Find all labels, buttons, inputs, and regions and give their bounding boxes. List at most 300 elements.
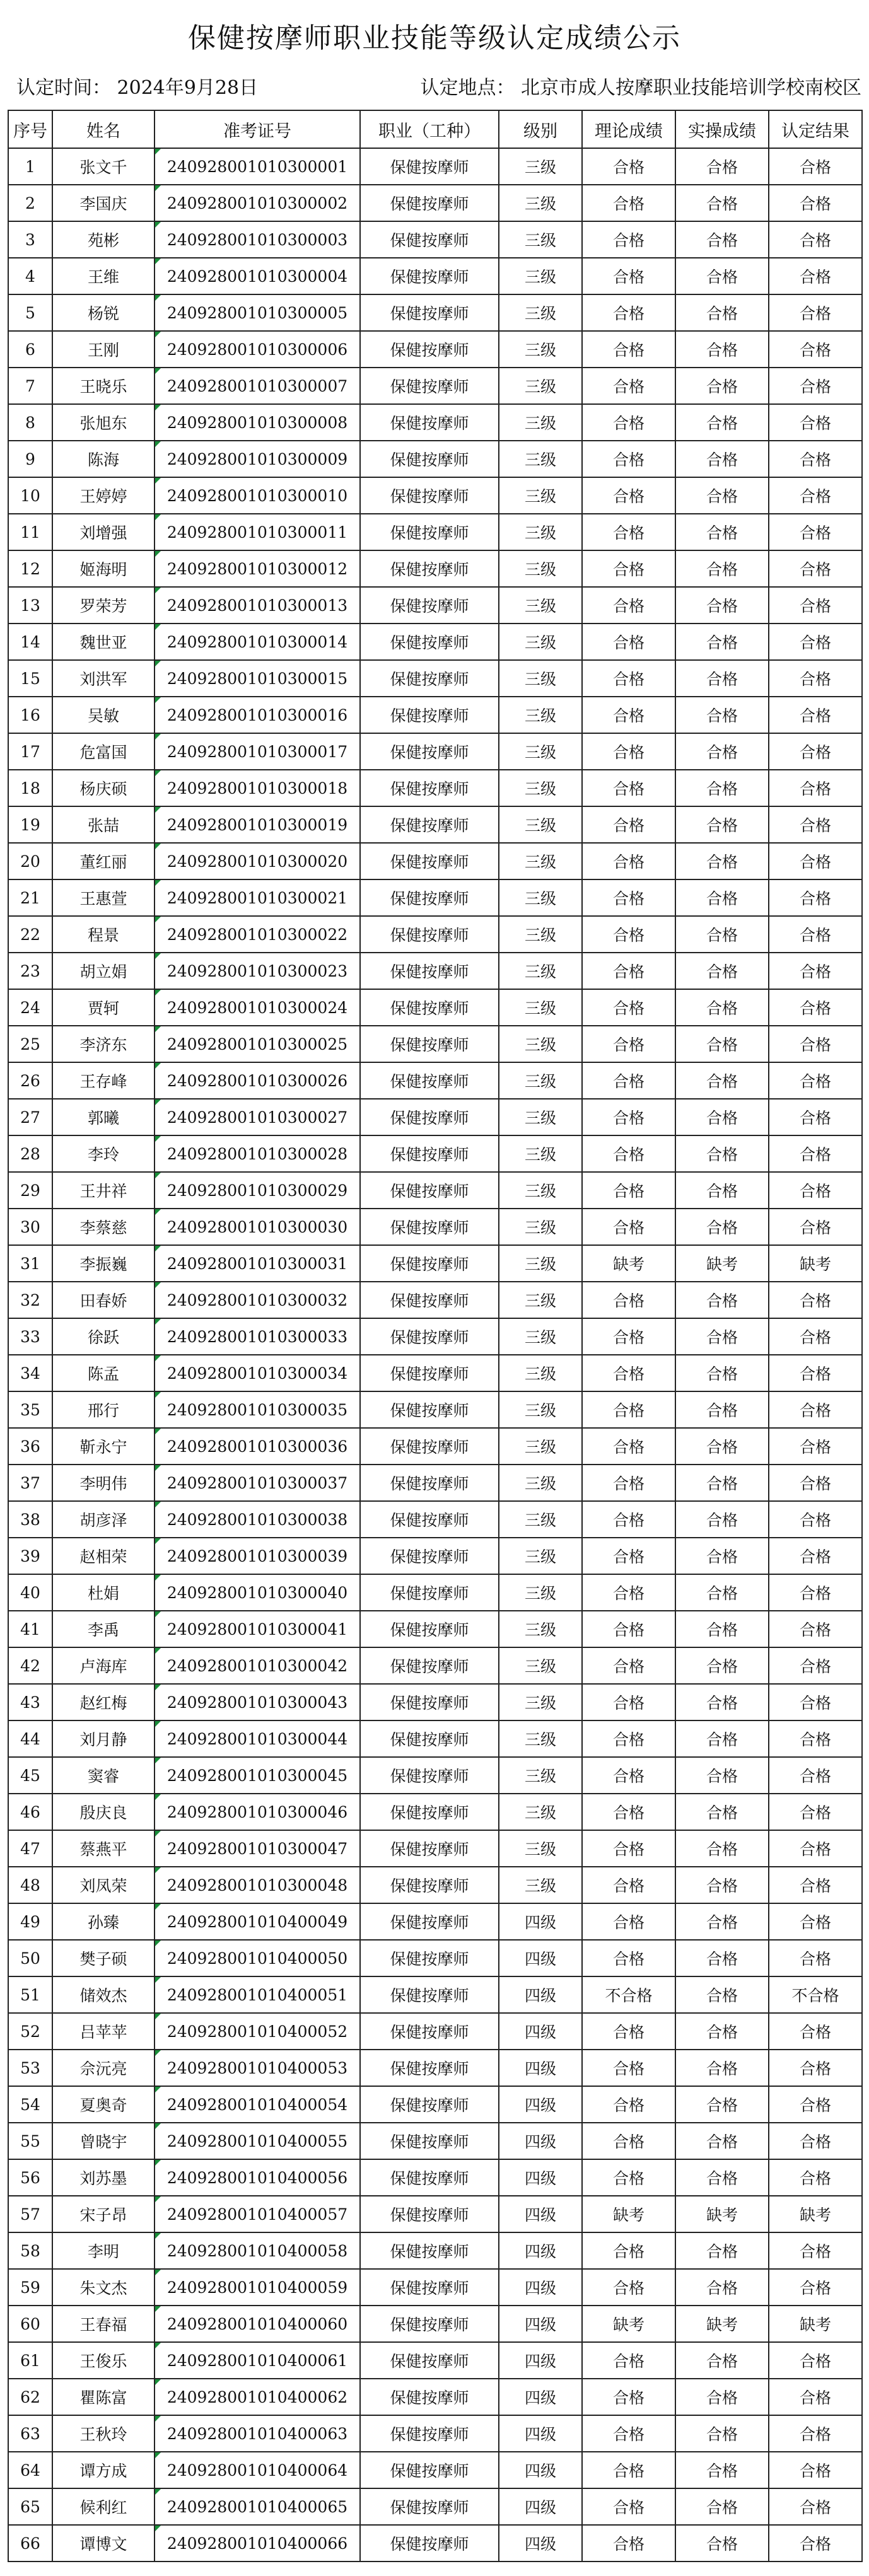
cell-exam-id: [155, 1428, 360, 1465]
cell-name: 杜娟: [52, 1574, 155, 1611]
table-row: [8, 1391, 862, 1428]
cell-theory-score: 合格: [582, 624, 675, 660]
exam-id-text: 240928001010300025: [166, 1035, 348, 1053]
exam-id-text: 240928001010300010: [166, 486, 348, 505]
cell-level: 三级: [499, 1026, 582, 1062]
cell-seq: 63: [8, 2415, 52, 2452]
cell-occupation: 保健按摩师: [360, 2269, 499, 2306]
cell-marker-icon: [155, 1136, 161, 1142]
cell-result: 合格: [769, 1026, 862, 1062]
cell-result: 缺考: [769, 2196, 862, 2232]
cell-marker-icon: [155, 1538, 161, 1544]
cell-seq: 65: [8, 2488, 52, 2525]
cell-name: 罗荣芳: [52, 587, 155, 624]
cell-name: 李玲: [52, 1135, 155, 1172]
table-row: [8, 2086, 862, 2123]
cell-practice-score: 合格: [675, 2379, 769, 2415]
cell-level: 三级: [499, 587, 582, 624]
cell-exam-id: [155, 660, 360, 697]
cell-result: 缺考: [769, 2306, 862, 2342]
cell-exam-id: [155, 2123, 360, 2159]
cell-exam-id: [155, 1465, 360, 1501]
cell-name: 危富国: [52, 733, 155, 770]
cell-level: 三级: [499, 660, 582, 697]
cell-name: 杨锐: [52, 294, 155, 331]
cell-occupation: 保健按摩师: [360, 1940, 499, 1976]
cell-result: 合格: [769, 1720, 862, 1757]
cell-exam-id: [155, 916, 360, 953]
cell-exam-id: [155, 477, 360, 514]
exam-id-text: 240928001010300028: [166, 1144, 348, 1163]
cell-exam-id: [155, 843, 360, 879]
cell-marker-icon: [155, 2452, 161, 2458]
cell-theory-score: 合格: [582, 697, 675, 733]
exam-id-text: 240928001010300031: [166, 1254, 348, 1273]
cell-exam-id: [155, 1245, 360, 1282]
cell-seq: 33: [8, 1318, 52, 1355]
cell-seq: 57: [8, 2196, 52, 2232]
cell-marker-icon: [155, 953, 161, 959]
cell-marker-icon: [155, 405, 161, 410]
cell-level: 三级: [499, 404, 582, 441]
cell-name: 徐跃: [52, 1318, 155, 1355]
cell-level: 三级: [499, 770, 582, 806]
cell-marker-icon: [155, 441, 161, 447]
cell-theory-score: 合格: [582, 477, 675, 514]
cell-seq: 35: [8, 1391, 52, 1428]
exam-id-text: 240928001010400054: [166, 2095, 348, 2114]
cell-theory-score: 合格: [582, 1501, 675, 1538]
cell-level: 三级: [499, 477, 582, 514]
cell-seq: 4: [8, 258, 52, 294]
exam-id-text: 240928001010300033: [166, 1327, 348, 1346]
cell-result: 合格: [769, 1172, 862, 1209]
cell-exam-id: [155, 2342, 360, 2379]
cell-practice-score: 合格: [675, 1501, 769, 1538]
cell-theory-score: 合格: [582, 1026, 675, 1062]
cell-name: 王井祥: [52, 1172, 155, 1209]
cell-occupation: 保健按摩师: [360, 624, 499, 660]
cell-marker-icon: [155, 697, 161, 703]
cell-seq: 55: [8, 2123, 52, 2159]
cell-marker-icon: [155, 478, 161, 484]
exam-id-text: 240928001010300013: [166, 596, 348, 615]
cell-occupation: 保健按摩师: [360, 1720, 499, 1757]
table-row: [8, 2050, 862, 2086]
table-row: [8, 1172, 862, 1209]
cell-level: 三级: [499, 1099, 582, 1135]
cell-level: 三级: [499, 697, 582, 733]
header-name: 姓名: [52, 110, 155, 148]
cell-name: 赵相荣: [52, 1538, 155, 1574]
cell-marker-icon: [155, 1941, 161, 1946]
table-row: [8, 1099, 862, 1135]
exam-id-text: 240928001010300040: [166, 1583, 348, 1602]
cell-marker-icon: [155, 1867, 161, 1873]
cell-seq: 64: [8, 2452, 52, 2488]
cell-exam-id: [155, 148, 360, 185]
exam-id-text: 240928001010300015: [166, 669, 348, 688]
cell-name: 田春娇: [52, 1282, 155, 1318]
cell-level: 三级: [499, 733, 582, 770]
cell-practice-score: 合格: [675, 1538, 769, 1574]
cell-level: 三级: [499, 916, 582, 953]
cell-result: 合格: [769, 2452, 862, 2488]
exam-id-text: 240928001010300041: [166, 1620, 348, 1639]
cell-seq: 48: [8, 1867, 52, 1903]
cell-seq: 41: [8, 1611, 52, 1647]
cell-marker-icon: [155, 2233, 161, 2239]
page-title: 保健按摩师职业技能等级认定成绩公示: [188, 22, 681, 54]
cell-occupation: 保健按摩师: [360, 806, 499, 843]
cell-theory-score: 合格: [582, 1428, 675, 1465]
cell-level: 三级: [499, 1318, 582, 1355]
cell-name: 胡彦泽: [52, 1501, 155, 1538]
cell-exam-id: [155, 2232, 360, 2269]
cell-level: 三级: [499, 185, 582, 221]
cell-theory-score: 合格: [582, 879, 675, 916]
exam-id-text: 240928001010400053: [166, 2058, 348, 2077]
header-seq: 序号: [8, 110, 52, 148]
cell-seq: 29: [8, 1172, 52, 1209]
cell-practice-score: 合格: [675, 2342, 769, 2379]
cell-seq: 16: [8, 697, 52, 733]
cell-theory-score: 合格: [582, 331, 675, 368]
cell-theory-score: 缺考: [582, 2196, 675, 2232]
cell-seq: 32: [8, 1282, 52, 1318]
cell-result: 合格: [769, 879, 862, 916]
cell-practice-score: 合格: [675, 1172, 769, 1209]
cell-marker-icon: [155, 1246, 161, 1251]
cell-theory-score: 合格: [582, 2452, 675, 2488]
cell-occupation: 保健按摩师: [360, 221, 499, 258]
table-row: [8, 1355, 862, 1391]
cell-practice-score: 合格: [675, 1720, 769, 1757]
cell-practice-score: 合格: [675, 1574, 769, 1611]
cell-practice-score: 合格: [675, 1940, 769, 1976]
cell-practice-score: 合格: [675, 2123, 769, 2159]
cell-practice-score: 合格: [675, 368, 769, 404]
cell-theory-score: 合格: [582, 2086, 675, 2123]
cell-exam-id: [155, 1135, 360, 1172]
cell-occupation: 保健按摩师: [360, 1574, 499, 1611]
table-row: [8, 2123, 862, 2159]
cell-result: 合格: [769, 2086, 862, 2123]
cell-exam-id: [155, 1099, 360, 1135]
cell-level: 四级: [499, 1976, 582, 2013]
cell-marker-icon: [155, 1465, 161, 1471]
cell-result: 合格: [769, 2013, 862, 2050]
table-row: [8, 368, 862, 404]
cell-name: 王秋玲: [52, 2415, 155, 2452]
cell-seq: 2: [8, 185, 52, 221]
cell-level: 三级: [499, 1757, 582, 1794]
cell-level: 三级: [499, 1647, 582, 1684]
table-row: [8, 843, 862, 879]
cell-exam-id: [155, 2415, 360, 2452]
table-row: [8, 2159, 862, 2196]
cell-theory-score: 合格: [582, 2050, 675, 2086]
cell-theory-score: 合格: [582, 2525, 675, 2561]
cell-result: 合格: [769, 1867, 862, 1903]
cell-exam-id: [155, 1830, 360, 1867]
cell-name: 张喆: [52, 806, 155, 843]
exam-id-text: 240928001010300024: [166, 998, 348, 1017]
cell-exam-id: [155, 2013, 360, 2050]
cell-exam-id: [155, 1720, 360, 1757]
cell-practice-score: 合格: [675, 1428, 769, 1465]
table-row: [8, 1720, 862, 1757]
cell-name: 苑彬: [52, 221, 155, 258]
cell-seq: 39: [8, 1538, 52, 1574]
cell-result: 合格: [769, 1501, 862, 1538]
cell-seq: 53: [8, 2050, 52, 2086]
cell-level: 三级: [499, 368, 582, 404]
cell-practice-score: 合格: [675, 953, 769, 989]
cell-practice-score: 合格: [675, 185, 769, 221]
cell-marker-icon: [155, 770, 161, 776]
cell-exam-id: [155, 879, 360, 916]
cell-occupation: 保健按摩师: [360, 953, 499, 989]
cell-practice-score: 合格: [675, 1684, 769, 1720]
cell-result: 合格: [769, 843, 862, 879]
exam-id-text: 240928001010400049: [166, 1912, 348, 1931]
cell-occupation: 保健按摩师: [360, 2379, 499, 2415]
table-row: [8, 1465, 862, 1501]
cell-result: 合格: [769, 2379, 862, 2415]
table-row: [8, 1026, 862, 1062]
cell-seq: 59: [8, 2269, 52, 2306]
cell-practice-score: 合格: [675, 2086, 769, 2123]
cell-result: 合格: [769, 294, 862, 331]
cell-result: 合格: [769, 1757, 862, 1794]
cell-level: 四级: [499, 2123, 582, 2159]
cell-result: 合格: [769, 2123, 862, 2159]
cell-seq: 61: [8, 2342, 52, 2379]
exam-id-text: 240928001010300039: [166, 1546, 348, 1565]
exam-id-text: 240928001010400064: [166, 2461, 348, 2480]
cell-result: 合格: [769, 477, 862, 514]
cell-marker-icon: [155, 1904, 161, 1910]
cell-marker-icon: [155, 2123, 161, 2129]
cell-exam-id: [155, 185, 360, 221]
cell-seq: 44: [8, 1720, 52, 1757]
cell-theory-score: 合格: [582, 1062, 675, 1099]
cell-name: 张旭东: [52, 404, 155, 441]
cell-exam-id: [155, 2086, 360, 2123]
cell-result: 合格: [769, 1465, 862, 1501]
cell-level: 三级: [499, 1355, 582, 1391]
cell-occupation: 保健按摩师: [360, 916, 499, 953]
cell-name: 刘苏墨: [52, 2159, 155, 2196]
cell-occupation: 保健按摩师: [360, 1538, 499, 1574]
cell-marker-icon: [155, 807, 161, 813]
cell-occupation: 保健按摩师: [360, 2013, 499, 2050]
cell-marker-icon: [155, 551, 161, 557]
cell-name: 佘沅亮: [52, 2050, 155, 2086]
cell-seq: 9: [8, 441, 52, 477]
cell-level: 四级: [499, 2086, 582, 2123]
cell-theory-score: 合格: [582, 806, 675, 843]
cell-theory-score: 合格: [582, 2415, 675, 2452]
exam-id-text: 240928001010300030: [166, 1217, 348, 1236]
table-row: [8, 1574, 862, 1611]
cell-theory-score: 合格: [582, 2379, 675, 2415]
cell-result: 合格: [769, 953, 862, 989]
table-row: [8, 1903, 862, 1940]
cell-name: 吴敏: [52, 697, 155, 733]
cell-practice-score: 合格: [675, 2415, 769, 2452]
cell-theory-score: 合格: [582, 1355, 675, 1391]
cell-practice-score: 合格: [675, 2050, 769, 2086]
cell-theory-score: 合格: [582, 2123, 675, 2159]
cell-seq: 34: [8, 1355, 52, 1391]
cell-marker-icon: [155, 258, 161, 264]
cell-name: 孙臻: [52, 1903, 155, 1940]
exam-id-text: 240928001010300009: [166, 450, 348, 468]
table-row: [8, 1245, 862, 1282]
cell-seq: 47: [8, 1830, 52, 1867]
cell-theory-score: 合格: [582, 1940, 675, 1976]
cell-occupation: 保健按摩师: [360, 1465, 499, 1501]
cell-exam-id: [155, 550, 360, 587]
cell-level: 三级: [499, 258, 582, 294]
cell-level: 三级: [499, 1830, 582, 1867]
cell-seq: 66: [8, 2525, 52, 2561]
cell-exam-id: [155, 1794, 360, 1830]
cell-result: 合格: [769, 1318, 862, 1355]
exam-id-text: 240928001010300043: [166, 1693, 348, 1712]
cell-occupation: 保健按摩师: [360, 2525, 499, 2561]
cell-seq: 14: [8, 624, 52, 660]
cell-exam-id: [155, 1538, 360, 1574]
cell-seq: 51: [8, 1976, 52, 2013]
cell-marker-icon: [155, 1648, 161, 1654]
cell-name: 李济东: [52, 1026, 155, 1062]
cell-marker-icon: [155, 2379, 161, 2385]
cell-name: 王维: [52, 258, 155, 294]
cell-level: 三级: [499, 331, 582, 368]
cell-theory-score: 合格: [582, 1720, 675, 1757]
cell-theory-score: 合格: [582, 1684, 675, 1720]
cell-level: 三级: [499, 1720, 582, 1757]
cell-name: 殷庆良: [52, 1794, 155, 1830]
cell-result: 合格: [769, 1209, 862, 1245]
cell-seq: 43: [8, 1684, 52, 1720]
exam-id-text: 240928001010400065: [166, 2497, 348, 2516]
cell-theory-score: 不合格: [582, 1976, 675, 2013]
cell-exam-id: [155, 441, 360, 477]
cell-practice-score: 合格: [675, 806, 769, 843]
cell-seq: 21: [8, 879, 52, 916]
cell-theory-score: 合格: [582, 1135, 675, 1172]
cell-occupation: 保健按摩师: [360, 2452, 499, 2488]
cell-seq: 60: [8, 2306, 52, 2342]
cell-result: 合格: [769, 916, 862, 953]
cell-theory-score: 合格: [582, 1574, 675, 1611]
cell-exam-id: [155, 1647, 360, 1684]
cell-marker-icon: [155, 1392, 161, 1398]
cell-name: 谭博文: [52, 2525, 155, 2561]
cell-name: 王刚: [52, 331, 155, 368]
cell-name: 蔡燕平: [52, 1830, 155, 1867]
cell-exam-id: [155, 2269, 360, 2306]
cell-occupation: 保健按摩师: [360, 1794, 499, 1830]
cell-exam-id: [155, 1282, 360, 1318]
cell-theory-score: 合格: [582, 660, 675, 697]
cell-theory-score: 合格: [582, 1611, 675, 1647]
cell-result: 合格: [769, 2342, 862, 2379]
exam-id-text: 240928001010300032: [166, 1291, 348, 1309]
cell-practice-score: 合格: [675, 441, 769, 477]
cell-exam-id: [155, 770, 360, 806]
cell-name: 贾轲: [52, 989, 155, 1026]
cell-marker-icon: [155, 2270, 161, 2275]
cell-level: 四级: [499, 2379, 582, 2415]
cell-practice-score: 合格: [675, 1465, 769, 1501]
cell-seq: 22: [8, 916, 52, 953]
table-row: [8, 185, 862, 221]
cell-theory-score: 合格: [582, 1867, 675, 1903]
cell-occupation: 保健按摩师: [360, 2196, 499, 2232]
cell-marker-icon: [155, 332, 161, 337]
table-row: [8, 2525, 862, 2561]
cell-level: 四级: [499, 2159, 582, 2196]
cell-marker-icon: [155, 2416, 161, 2422]
cell-result: 合格: [769, 697, 862, 733]
cell-occupation: 保健按摩师: [360, 989, 499, 1026]
cell-marker-icon: [155, 1977, 161, 1983]
cell-level: 四级: [499, 2415, 582, 2452]
exam-id-text: 240928001010300048: [166, 1876, 348, 1894]
table-row: [8, 2013, 862, 2050]
cell-marker-icon: [155, 2489, 161, 2495]
cell-exam-id: [155, 1574, 360, 1611]
table-row: [8, 1830, 862, 1867]
cell-exam-id: [155, 294, 360, 331]
cell-occupation: 保健按摩师: [360, 258, 499, 294]
table-row: [8, 1757, 862, 1794]
cell-result: 合格: [769, 1830, 862, 1867]
cell-occupation: 保健按摩师: [360, 514, 499, 550]
table-row: [8, 441, 862, 477]
cell-name: 曾晓宇: [52, 2123, 155, 2159]
cell-exam-id: [155, 404, 360, 441]
cell-theory-score: 合格: [582, 294, 675, 331]
cell-exam-id: [155, 1976, 360, 2013]
cell-name: 刘月静: [52, 1720, 155, 1757]
cell-occupation: 保健按摩师: [360, 1355, 499, 1391]
table-row: [8, 806, 862, 843]
cell-occupation: 保健按摩师: [360, 148, 499, 185]
cell-marker-icon: [155, 734, 161, 740]
cell-exam-id: [155, 514, 360, 550]
cell-practice-score: 合格: [675, 1647, 769, 1684]
cell-seq: 58: [8, 2232, 52, 2269]
cell-name: 胡立娟: [52, 953, 155, 989]
cell-level: 三级: [499, 1501, 582, 1538]
cell-result: 合格: [769, 185, 862, 221]
cell-level: 三级: [499, 1794, 582, 1830]
cell-marker-icon: [155, 1063, 161, 1069]
table-row: [8, 2306, 862, 2342]
cell-seq: 6: [8, 331, 52, 368]
cell-exam-id: [155, 1355, 360, 1391]
cell-occupation: 保健按摩师: [360, 294, 499, 331]
cell-theory-score: 合格: [582, 1794, 675, 1830]
table-row: [8, 477, 862, 514]
cell-exam-id: [155, 1172, 360, 1209]
